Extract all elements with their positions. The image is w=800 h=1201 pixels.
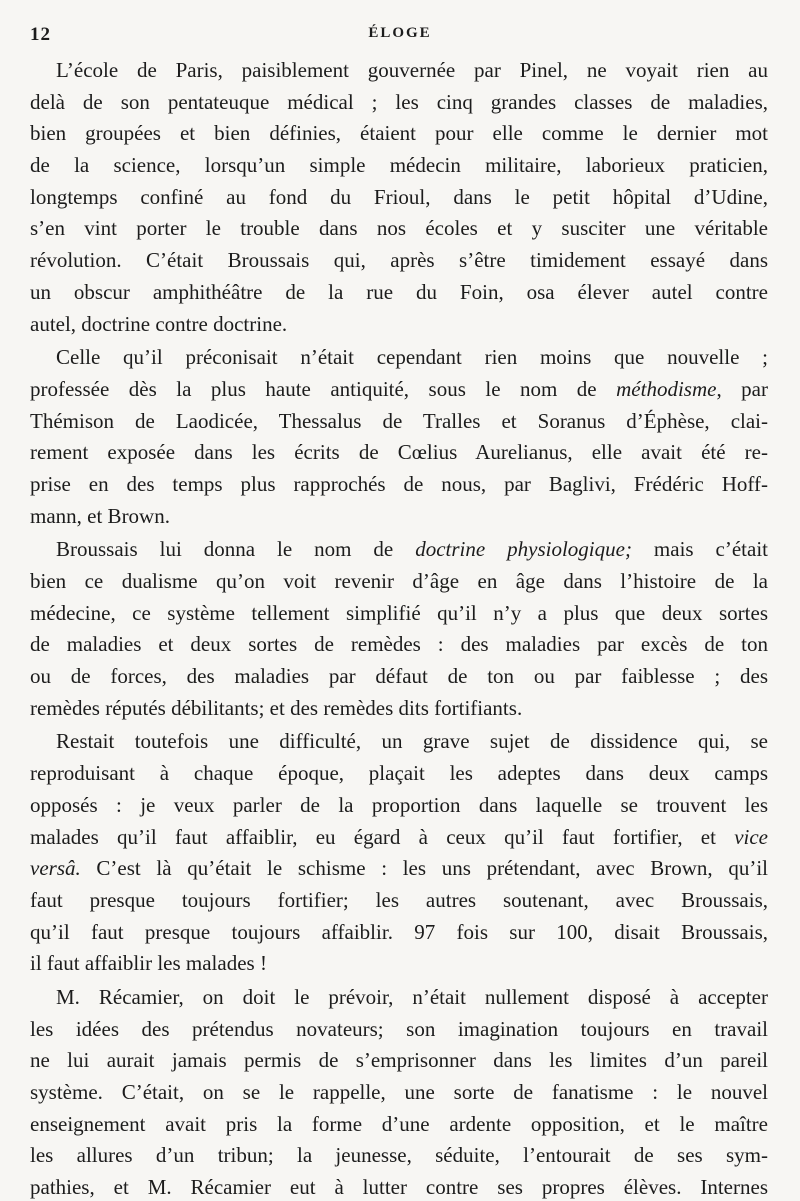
text-line: mann, et Brown. <box>30 503 170 528</box>
paragraph-4 <box>30 726 768 980</box>
text-line: révolution. C’était Broussais qui, après s’être timidement essayé dans <box>30 248 768 273</box>
text-line: enseignement avait pris la forme d’une ardente opposition, et le maître <box>30 1111 768 1136</box>
text-line: Thémison de Laodicée, Thessalus de Tralles et Soranus d’Éphèse, clai- <box>30 408 768 433</box>
text-line: un obscur amphithéâtre de la rue du Foin, osa élever autel contre <box>30 279 768 304</box>
body-text <box>30 55 768 1201</box>
text-line: Celle qu’il préconisait n’était cependant rien moins que nouvelle ; <box>56 345 768 370</box>
text-line: ou de forces, des maladies par défaut de ton ou par faiblesse ; des <box>30 664 768 689</box>
text-line: il faut affaiblir les malades ! <box>30 951 267 976</box>
text-line: malades qu’il faut affaiblir, eu égard à ceux qu’il faut fortifier, et vice <box>30 824 768 849</box>
paragraph-5 <box>30 982 768 1201</box>
italic-term: vice <box>734 824 768 849</box>
text-line: M. Récamier, on doit le prévoir, n’était nullement disposé à accepter <box>56 984 768 1009</box>
text-line: autel, doctrine contre doctrine. <box>30 311 288 336</box>
text-line: de la science, lorsqu’un simple médecin militaire, laborieux praticien, <box>30 153 768 178</box>
page-number: 12 <box>30 24 51 45</box>
text-line: professée dès la plus haute antiquité, sous le nom de méthodisme, par <box>30 376 768 401</box>
text-line: bien groupées et bien définies, étaient pour elle comme le dernier mot <box>30 121 768 146</box>
text-line: les allures d’un tribun; la jeunesse, séduite, l’entourait de ses sym- <box>30 1143 768 1168</box>
text-line: longtemps confiné au fond du Frioul, dans le petit hôpital d’Udine, <box>30 184 768 209</box>
paragraph-3 <box>30 534 768 724</box>
text-line: système. C’était, on se le rappelle, une sorte de fanatisme : le nouvel <box>30 1080 768 1104</box>
paragraph-1 <box>30 55 768 340</box>
text-line: Restait toutefois une difficulté, un grave sujet de dissidence qui, se <box>56 729 768 754</box>
text-line: delà de son pentateuque médical ; les cinq grandes classes de maladies, <box>30 89 768 114</box>
italic-term: méthodisme <box>616 376 717 401</box>
text-line: médecine, ce système tellement simplifié qu’il n’y a plus que deux sortes <box>30 600 768 625</box>
page-header <box>30 24 770 48</box>
text-line: faut presque toujours fortifier; les autres soutenant, avec Broussais, <box>30 887 768 912</box>
paragraph-2 <box>30 342 768 532</box>
text-line: bien ce dualisme qu’on voit revenir d’âge en âge dans l’histoire de la <box>30 569 768 593</box>
text-line: s’en vint porter le trouble dans nos écoles et y susciter une véritable <box>30 216 768 241</box>
text-line: pathies, et M. Récamier eut à lutter contre ses propres élèves. Internes <box>30 1175 768 1200</box>
running-head: ÉLOGE <box>368 25 432 41</box>
italic-term: doctrine physiologique; <box>415 537 632 562</box>
text-line: versâ. C’est là qu’était le schisme : les uns prétendant, avec Brown, qu’il <box>30 856 768 881</box>
text-line: rement exposée dans les écrits de Cœlius Aurelianus, elle avait été re- <box>30 440 768 465</box>
text-line: L’école de Paris, paisiblement gouvernée par Pinel, ne voyait rien au <box>56 58 768 82</box>
text-line: opposés : je veux parler de la proportion dans laquelle se trouvent les <box>30 792 768 817</box>
text-line: de maladies et deux sortes de remèdes : des maladies par excès de ton <box>30 632 768 657</box>
text-line: qu’il faut presque toujours affaiblir. 97 fois sur 100, disait Broussais, <box>30 919 768 944</box>
italic-term: versâ. <box>30 856 81 881</box>
text-line: reproduisant à chaque époque, plaçait les adeptes dans deux camps <box>30 761 768 786</box>
text-line: ne lui aurait jamais permis de s’emprisonner dans les limites d’un pareil <box>30 1048 768 1073</box>
text-line: Broussais lui donna le nom de doctrine physiologique; mais c’était <box>56 537 768 562</box>
text-line: les idées des prétendus novateurs; son imagination toujours en travail <box>30 1016 768 1041</box>
text-line: remèdes réputés débilitants; et des remèdes dits fortifiants. <box>30 695 523 720</box>
text-line: prise en des temps plus rapprochés de nous, par Baglivi, Frédéric Hoff- <box>30 471 768 496</box>
